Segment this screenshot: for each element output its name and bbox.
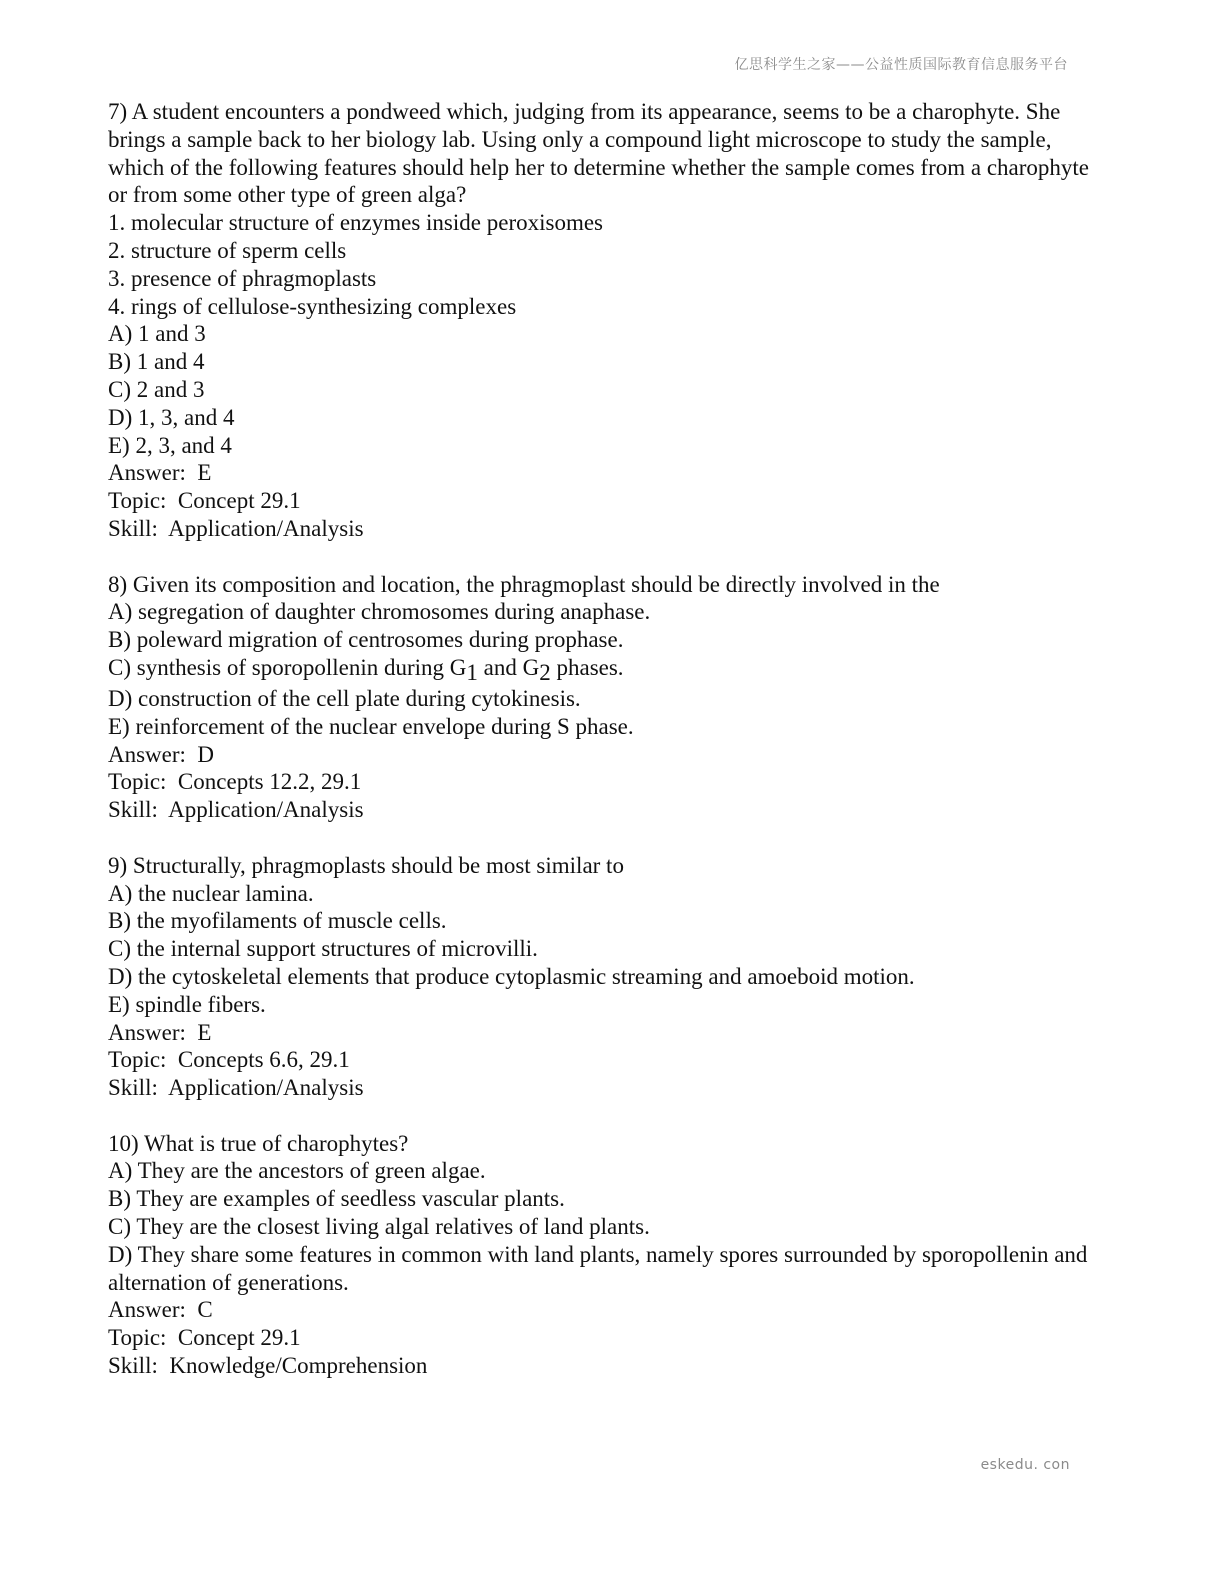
answer-option: D) They share some features in common with land plants, namely spores surrounded by sporopollenin and alternation of generations. <box>108 1241 1088 1295</box>
topic-line: Topic: Concept 29.1 <box>108 1325 301 1351</box>
numbered-item: 2. structure of sperm cells <box>108 237 347 263</box>
skill-line: Skill: Application/Analysis <box>108 1075 364 1101</box>
answer-option: B) poleward migration of centrosomes during prophase. <box>108 627 624 653</box>
answer-option: A) segregation of daughter chromosomes during anaphase. <box>108 599 651 625</box>
answer-key: Answer: C <box>108 1297 213 1323</box>
option-text: phases. <box>550 654 624 680</box>
answer-option: B) They are examples of seedless vascular plants. <box>108 1186 565 1212</box>
topic-line: Topic: Concept 29.1 <box>108 488 301 514</box>
question-stem: 7) A student encounters a pondweed which, judging from its appearance, seems to be a charophyte. She brings a sample back to her biology lab. Using only a compound light microscope to study the sample, which of the following features should help her to determine whether the sample comes from a charophyte or from some other type of green alga? <box>108 99 1090 208</box>
answer-option: D) construction of the cell plate during cytokinesis. <box>108 685 581 711</box>
question-stem: 10) What is true of charophytes? <box>108 1130 409 1156</box>
answer-option: C) 2 and 3 <box>108 376 205 402</box>
topic-line: Topic: Concepts 12.2, 29.1 <box>108 769 362 795</box>
answer-option: C) the internal support structures of microvilli. <box>108 936 538 962</box>
question-stem: 9) Structurally, phragmoplasts should be most similar to <box>108 852 624 878</box>
answer-option: B) 1 and 4 <box>108 349 205 375</box>
question-7 <box>108 98 1098 543</box>
answer-option: D) the cytoskeletal elements that produce cytoplasmic streaming and amoeboid motion. <box>108 963 915 989</box>
option-text: and G <box>477 654 540 680</box>
skill-line: Skill: Application/Analysis <box>108 515 364 541</box>
answer-key: Answer: D <box>108 741 215 767</box>
answer-option: E) 2, 3, and 4 <box>108 432 232 458</box>
answer-option: B) the myofilaments of muscle cells. <box>108 908 447 934</box>
skill-line: Skill: Knowledge/Comprehension <box>108 1353 428 1379</box>
subscript: 2 <box>539 659 551 685</box>
page-footer: eskedu. con <box>980 1457 1070 1473</box>
numbered-item: 4. rings of cellulose-synthesizing complexes <box>108 293 517 319</box>
numbered-item: 1. molecular structure of enzymes inside peroxisomes <box>108 210 603 236</box>
answer-key: Answer: E <box>108 460 212 486</box>
question-9 <box>108 852 1098 1102</box>
answer-key: Answer: E <box>108 1019 212 1045</box>
question-10 <box>108 1130 1098 1380</box>
answer-option: A) They are the ancestors of green algae. <box>108 1158 486 1184</box>
answer-option: E) spindle fibers. <box>108 991 266 1017</box>
topic-line: Topic: Concepts 6.6, 29.1 <box>108 1047 350 1073</box>
answer-option <box>108 654 1098 685</box>
answer-option: A) 1 and 3 <box>108 321 206 347</box>
numbered-item: 3. presence of phragmoplasts <box>108 265 377 291</box>
option-text: C) synthesis of sporopollenin during G <box>108 654 467 680</box>
answer-option: A) the nuclear lamina. <box>108 880 314 906</box>
question-8 <box>108 571 1098 824</box>
question-stem: 8) Given its composition and location, the phragmoplast should be directly involved in the <box>108 571 940 597</box>
answer-option: C) They are the closest living algal relatives of land plants. <box>108 1214 650 1240</box>
answer-option: E) reinforcement of the nuclear envelope during S phase. <box>108 713 634 739</box>
skill-line: Skill: Application/Analysis <box>108 797 364 823</box>
document-body <box>108 98 1098 1408</box>
answer-option: D) 1, 3, and 4 <box>108 404 235 430</box>
subscript: 1 <box>466 659 478 685</box>
page-header: 亿思科学生之家——公益性质国际教育信息服务平台 <box>734 57 1068 73</box>
